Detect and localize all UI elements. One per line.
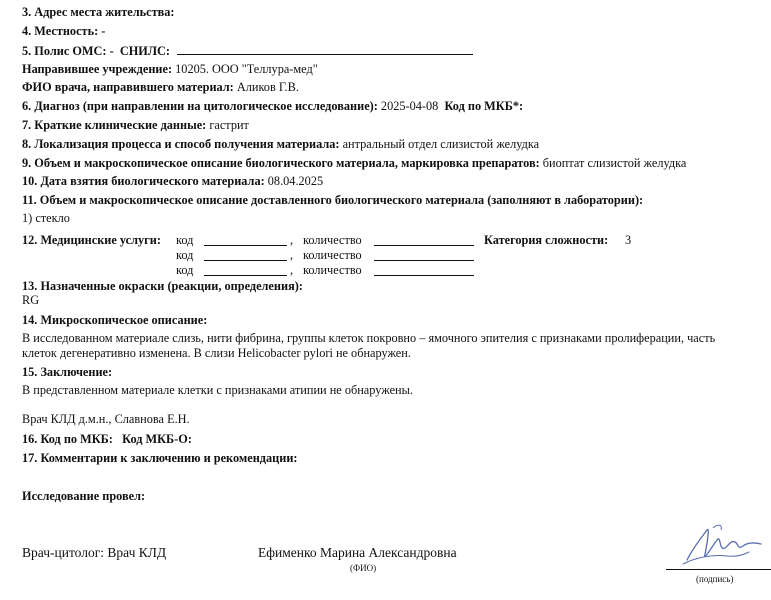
code-label: код bbox=[176, 248, 194, 262]
field-referral: Направившее учреждение: 10205. ООО "Теллура-мед" bbox=[22, 62, 318, 76]
signature-scribble-icon bbox=[677, 518, 767, 570]
field-conclusion: 15. Заключение: bbox=[22, 365, 113, 379]
fio-caption: (ФИО) bbox=[350, 563, 377, 573]
qty-label: количество bbox=[303, 263, 362, 277]
sign-caption: (подпись) bbox=[696, 574, 734, 584]
field-medical-services-label: 12. Медицинские услуги: bbox=[22, 233, 161, 247]
service-row: код , количество bbox=[22, 263, 771, 278]
field-oms-snils: 5. Полис ОМС: - СНИЛС: bbox=[22, 43, 473, 59]
service-row: код , количество bbox=[22, 248, 771, 263]
code-label: код bbox=[176, 233, 194, 247]
field-stains: 13. Назначенные окраски (реакции, определения): bbox=[22, 279, 303, 293]
field-locality: 4. Местность: - bbox=[22, 24, 106, 38]
field-mkb-codes: 16. Код по МКБ: Код МКБ-О: bbox=[22, 432, 192, 446]
code-line bbox=[204, 249, 287, 261]
cytologist-label: Врач-цитолог: Врач КЛД bbox=[22, 545, 167, 560]
microscopy-line-1: В исследованном материале слизь, нити фибрина, группы клеток покровно – ямочного эпителия с признаками пролиферации, часть bbox=[22, 331, 716, 345]
snils-line bbox=[177, 43, 473, 55]
field-address: 3. Адрес места жительства: bbox=[22, 5, 175, 19]
field-delivered-material: 11. Объем и макроскопическое описание доставленного биологического материала (заполняют в лаборатории): bbox=[22, 193, 644, 207]
complexity-value: 3 bbox=[625, 233, 632, 247]
signature bbox=[677, 518, 767, 570]
field-diagnosis: 6. Диагноз (при направлении на цитологическое исследование): 2025-04-08 Код по МКБ*: bbox=[22, 99, 524, 113]
kld-doctor: Врач КЛД д.м.н., Славнова Е.Н. bbox=[22, 412, 190, 426]
delivered-material-value: 1) стекло bbox=[22, 211, 70, 225]
qty-label: количество bbox=[303, 233, 362, 247]
signature-line bbox=[666, 569, 771, 570]
stains-value: RG bbox=[22, 293, 40, 307]
field-referring-doctor: ФИО врача, направившего материал: Аликов Г.В. bbox=[22, 80, 299, 94]
service-row: код , количество Категория сложности: 3 bbox=[176, 233, 632, 247]
conclusion-value: В представленном материале клетки с признаками атипии не обнаружены. bbox=[22, 383, 413, 397]
field-localization: 8. Локализация процесса и способ получения материала: антральный отдел слизистой желудка bbox=[22, 137, 540, 151]
code-line bbox=[204, 264, 287, 276]
field-clinical-data: 7. Краткие клинические данные: гастрит bbox=[22, 118, 249, 132]
code-label: код bbox=[176, 263, 194, 277]
complexity-label: Категория сложности: bbox=[484, 233, 609, 247]
field-comments: 17. Комментарии к заключению и рекомендации: bbox=[22, 451, 298, 465]
field-sample-date: 10. Дата взятия биологического материала: 08.04.2025 bbox=[22, 174, 324, 188]
cytologist-name: Ефименко Марина Александровна bbox=[258, 545, 457, 560]
field-study-by: Исследование провел: bbox=[22, 489, 146, 503]
field-material-description: 9. Объем и макроскопическое описание биологического материала, маркировка препаратов: биоптат слизистой желудка bbox=[22, 156, 687, 170]
qty-line bbox=[374, 264, 474, 276]
qty-line bbox=[374, 249, 474, 261]
field-microscopy: 14. Микроскопическое описание: bbox=[22, 313, 208, 327]
code-line bbox=[204, 234, 287, 246]
microscopy-line-2: клеток дегенеративно изменена. В слизи Helicobacter pylori не обнаружен. bbox=[22, 346, 411, 360]
qty-label: количество bbox=[303, 248, 362, 262]
qty-line bbox=[374, 234, 474, 246]
